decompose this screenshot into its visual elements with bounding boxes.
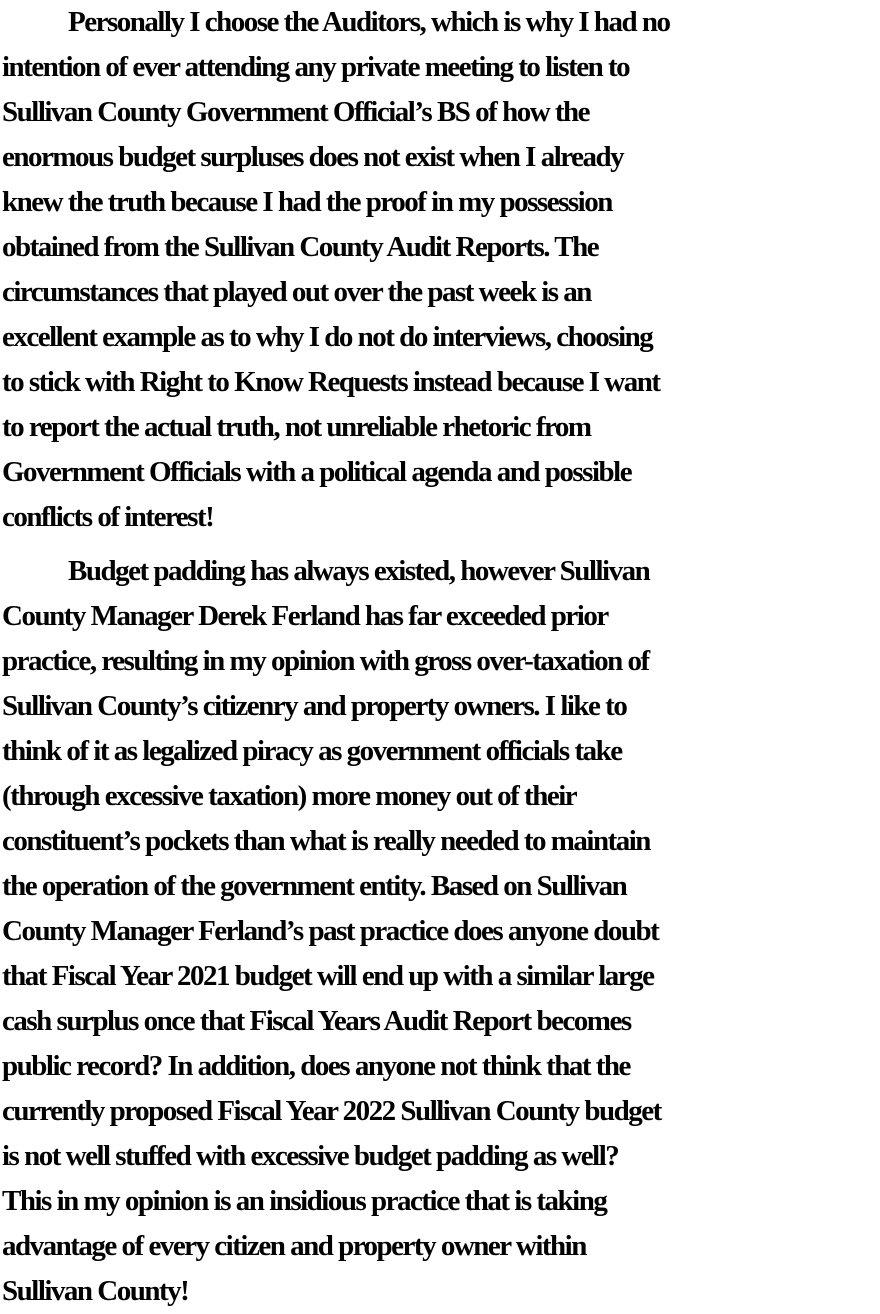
text-line: cash surplus once that Fiscal Years Audit Report becomes [2, 1005, 631, 1037]
text-line: think of it as legalized piracy as government officials take [2, 735, 622, 767]
text-line: Personally I choose the Auditors, which is why I had no [68, 6, 670, 38]
text-line: County Manager Ferland’s past practice does anyone doubt [2, 915, 659, 947]
text-line: circumstances that played out over the past week is an [2, 276, 591, 308]
text-line: to stick with Right to Know Requests instead because I want [2, 366, 660, 398]
text-line: intention of ever attending any private meeting to listen to [2, 51, 630, 83]
text-line: conflicts of interest! [2, 501, 214, 533]
text-line: to report the actual truth, not unreliable rhetoric from [2, 411, 591, 443]
text-line: Budget padding has always existed, however Sullivan [68, 555, 650, 587]
text-line: enormous budget surpluses does not exist when I already [2, 141, 624, 173]
text-line: is not well stuffed with excessive budget padding as well? [2, 1140, 619, 1172]
text-line: (through excessive taxation) more money out of their [2, 780, 577, 812]
text-line: the operation of the government entity. Based on Sullivan [2, 870, 627, 902]
text-line: excellent example as to why I do not do interviews, choosing [2, 321, 653, 353]
text-line: practice, resulting in my opinion with gross over-taxation of [2, 645, 649, 677]
text-line: obtained from the Sullivan County Audit Reports. The [2, 231, 599, 263]
text-line: County Manager Derek Ferland has far exceeded prior [2, 600, 608, 632]
text-line: currently proposed Fiscal Year 2022 Sullivan County budget [2, 1095, 661, 1127]
text-line: knew the truth because I had the proof in my possession [2, 186, 612, 218]
text-line: Government Officials with a political agenda and possible [2, 456, 632, 488]
text-line: public record? In addition, does anyone not think that the [2, 1050, 630, 1082]
text-line: constituent’s pockets than what is really needed to maintain [2, 825, 650, 857]
text-line: that Fiscal Year 2021 budget will end up with a similar large [2, 960, 654, 992]
text-line: advantage of every citizen and property owner within [2, 1230, 586, 1262]
paragraph-budget-padding [2, 549, 880, 1314]
text-line: Sullivan County Government Official’s BS of how the [2, 96, 590, 128]
text-line: Sullivan County! [2, 1275, 189, 1307]
text-line: This in my opinion is an insidious practice that is taking [2, 1185, 607, 1217]
text-line: Sullivan County’s citizenry and property owners. I like to [2, 690, 627, 722]
paragraph-auditors [2, 0, 880, 540]
